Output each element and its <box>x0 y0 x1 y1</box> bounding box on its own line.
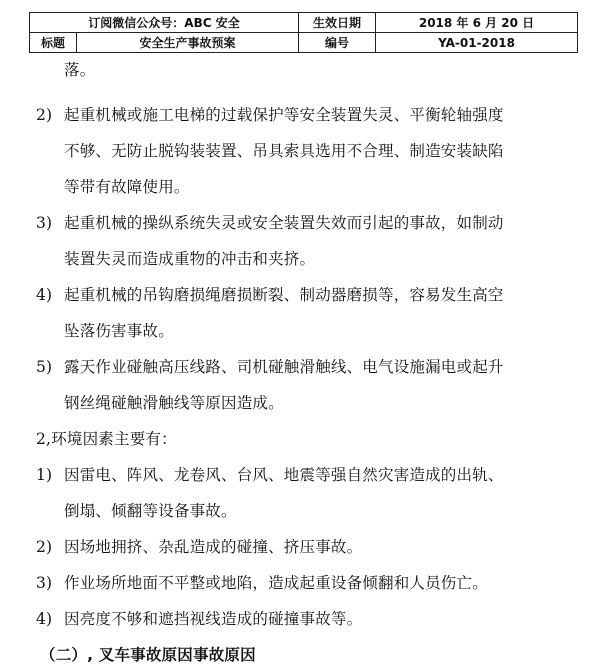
continuation-line: 落。 <box>64 61 96 79</box>
item-number: 3) <box>36 214 53 232</box>
list-item-2-line-1 <box>36 103 504 125</box>
header-row-1 <box>30 13 578 33</box>
subscribe-label: 订阅微信公众号：ABC 安全 <box>30 13 299 33</box>
item-text: 作业场所地面不平整或地陷，造成起重设备倾翻和人员伤亡。 <box>64 574 488 592</box>
item-text: 因亮度不够和遮挡视线造成的碰撞事故等。 <box>64 610 363 628</box>
header-row-2 <box>30 33 578 53</box>
item-text: 起重机械或施工电梯的过载保护等安全装置失灵、平衡轮轴强度 <box>64 106 504 124</box>
environment-heading: 2,环境因素主要有： <box>36 430 177 448</box>
env-item-4 <box>36 607 362 629</box>
list-item-3-line-2: 装置失灵而造成重物的冲击和夹挤。 <box>64 250 316 268</box>
list-item-4-line-1 <box>36 283 504 305</box>
number-label: 编号 <box>299 33 376 53</box>
item-number: 4) <box>36 286 53 304</box>
effective-date-label: 生效日期 <box>299 13 376 33</box>
item-number: 3) <box>36 574 53 592</box>
item-number: 5) <box>36 358 53 376</box>
title-value: 安全生产事故预案 <box>77 33 299 53</box>
item-number: 2) <box>36 106 53 124</box>
list-item-5-line-1 <box>36 355 504 377</box>
item-text: 露天作业碰触高压线路、司机碰触滑触线、电气设施漏电或起升 <box>64 358 504 376</box>
number-value: YA-01-2018 <box>376 33 578 53</box>
env-item-3 <box>36 571 488 593</box>
section-heading: （二）, 叉车事故原因事故原因 <box>40 646 256 664</box>
env-item-1-line-2: 倒塌、倾翻等设备事故。 <box>64 502 237 520</box>
title-label: 标题 <box>30 33 77 53</box>
item-text: 起重机械的吊钩磨损绳磨损断裂、制动器磨损等，容易发生高空 <box>64 286 504 304</box>
list-item-3-line-1 <box>36 211 504 233</box>
item-number: 4) <box>36 610 53 628</box>
document-header-table <box>29 12 578 53</box>
item-number: 1) <box>36 466 53 484</box>
item-text: 因场地拥挤、杂乱造成的碰撞、挤压事故。 <box>64 538 363 556</box>
list-item-4-line-2: 坠落伤害事故。 <box>64 322 174 340</box>
effective-date-value: 2018 年 6 月 20 日 <box>376 13 578 33</box>
env-item-1-line-1 <box>36 463 504 485</box>
item-text: 起重机械的操纵系统失灵或安全装置失效而引起的事故，如制动 <box>64 214 504 232</box>
env-item-2 <box>36 535 362 557</box>
item-number: 2) <box>36 538 53 556</box>
item-text: 因雷电、阵风、龙卷风、台风、地震等强自然灾害造成的出轨、 <box>64 466 504 484</box>
list-item-2-line-2: 不够、无防止脱钩装装置、吊具索具选用不合理、制造安装缺陷 <box>64 142 504 160</box>
list-item-2-line-3: 等带有故障使用。 <box>64 178 190 196</box>
list-item-5-line-2: 钢丝绳碰触滑触线等原因造成。 <box>64 394 284 412</box>
